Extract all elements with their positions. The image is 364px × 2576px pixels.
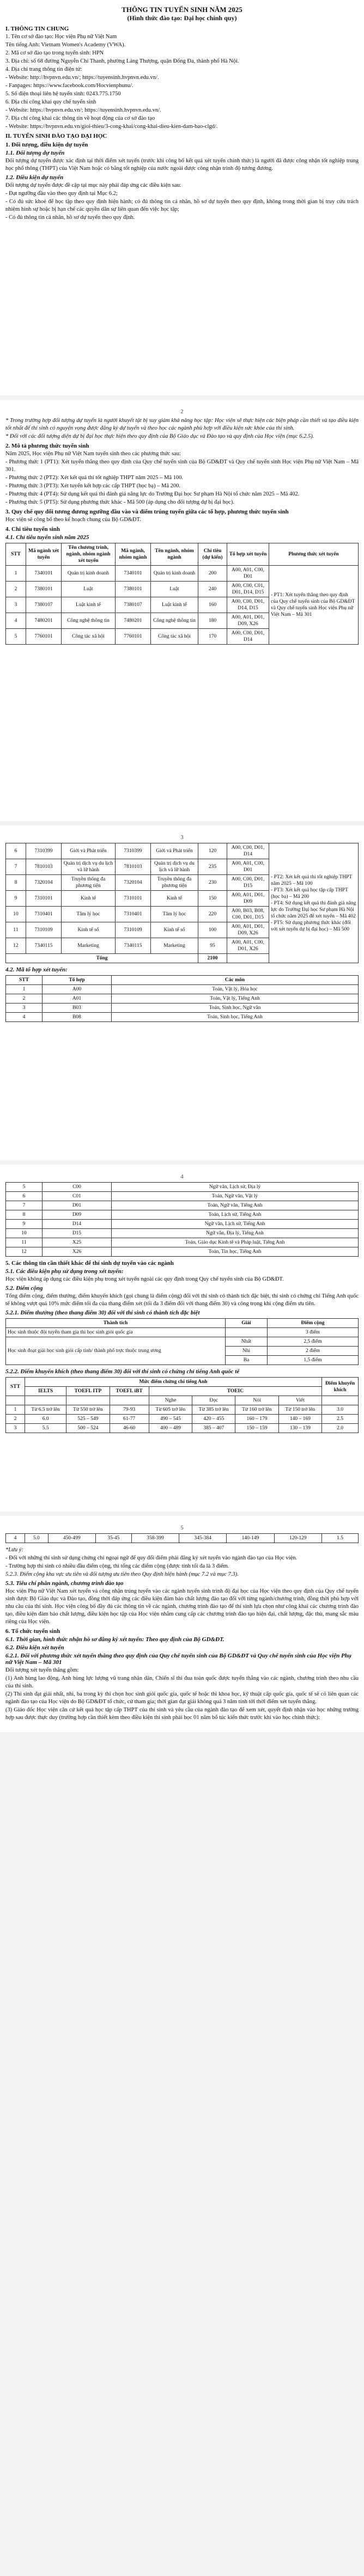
- cell: A01: [43, 994, 112, 1004]
- quota-table-continued: [5, 843, 359, 963]
- cell: 130 – 139: [278, 1424, 321, 1433]
- cell: 79-93: [110, 1405, 149, 1415]
- cell: 7380107: [116, 597, 151, 613]
- total-value: 2100: [198, 954, 227, 963]
- col-header: Thành tích: [6, 1319, 226, 1328]
- col-header: Tổ hợp xét tuyển: [227, 543, 269, 566]
- cell: Marketing: [62, 938, 116, 954]
- cell: Quản trị dịch vụ du lịch và lữ hành: [62, 859, 116, 875]
- page-5: [0, 1516, 364, 1732]
- cell: 2: [6, 994, 43, 1004]
- col-header: Các môn: [112, 976, 359, 985]
- page-number: 5: [180, 1525, 184, 1531]
- combo-table: [5, 975, 359, 1022]
- cell: 7760101: [26, 629, 62, 645]
- cell: 230: [198, 875, 227, 891]
- table-row: [6, 985, 359, 994]
- cell: 7340101: [116, 566, 151, 582]
- table-row: [6, 1534, 359, 1543]
- table-row: [6, 843, 359, 859]
- doc-title: THÔNG TIN TUYỂN SINH NĂM 2025: [122, 5, 242, 14]
- cell: 5: [6, 1183, 43, 1192]
- cell: Luật: [62, 582, 116, 597]
- cell: 2.5: [322, 1415, 359, 1424]
- cell: 11: [6, 922, 26, 938]
- cell: A00, C00, D01, D14: [227, 843, 269, 859]
- cell: A00, A01, D01, D09: [227, 891, 269, 907]
- cell: Tâm lý học: [62, 907, 116, 922]
- website-link[interactable]: - Website: https://hvpnvn.edu.vn/gioi-thieu/3-cong-khai/cong-khai-dieu-kien-dam-bao-clgd/.: [5, 124, 218, 130]
- cell: Luật: [151, 582, 198, 597]
- cell: 6: [6, 843, 26, 859]
- subsection-heading: 5. Các thông tin cần thiết khác để thí sinh dự tuyển vào các ngành: [5, 1260, 174, 1266]
- cell: 6.0: [25, 1415, 66, 1424]
- cell: 235: [198, 859, 227, 875]
- cell: 5: [6, 629, 26, 645]
- paragraph: Học viện sẽ công bố theo kế hoạch chung của Bộ GD&ĐT.: [5, 517, 141, 523]
- cell: 3: [6, 1424, 25, 1433]
- list-item: (3) Giáo đốc Học viện căn cứ kết quả học tập cấp THPT của thí sinh và yêu cầu của ngành đào tạo để xem xét, quyết định nhận vào học những trường hợp sau được thực duy (trường hợp cần thiết kèm theo điều kiện thí sinh phải học 01 năm bổ túc kiến thức trước khi vào học chính thức):: [5, 1707, 359, 1721]
- subsection-heading: 5.1. Các điều kiện phụ sử dụng trong xét tuyển:: [5, 1268, 124, 1275]
- subsection-heading: 1. Đối tượng, điều kiện dự tuyển: [5, 142, 88, 148]
- cell: 8: [6, 1210, 43, 1220]
- cell: 7: [6, 1201, 43, 1210]
- cell: Toán, Vật lý, Tiếng Anh: [112, 994, 359, 1004]
- cell: Truyền thông đa phương tiện: [151, 875, 198, 891]
- cell: Quản trị kinh doanh: [62, 566, 116, 582]
- cell: X25: [43, 1238, 112, 1247]
- cell: 2: [6, 1415, 25, 1424]
- cell: Quản trị kinh doanh: [151, 566, 198, 582]
- paragraph: Đối tượng xét tuyển thẳng gồm:: [5, 1667, 79, 1673]
- cell: 7340115: [26, 938, 62, 954]
- col-header: STT: [6, 1378, 25, 1396]
- fanpage-link[interactable]: - Fanpages: https://www.facebook.com/Hocvienphunu/.: [5, 83, 134, 89]
- table-row: [6, 1405, 359, 1415]
- cell: 150 – 159: [235, 1424, 278, 1433]
- info-line: 2. Mã cơ sở đào tạo trong tuyển sinh: HPN: [5, 50, 104, 56]
- note: * Đối với các đối tượng diện dự bị đại học thực hiện theo quy định của Bộ Giáo dục và Đào tạo và quy định của Học viện (mục 6.2.5).: [5, 433, 314, 439]
- cell: 7380101: [116, 582, 151, 597]
- list-item: (1) Anh hùng lao động, Anh hùng lực lượng vũ trang nhân dân, Chiến sĩ thi đua toàn quốc được tuyển thẳng vào các ngành, chương trình theo nhu cầu của thí sinh.: [5, 1675, 359, 1689]
- page-4: [0, 1165, 364, 1512]
- cell: Viết: [278, 1396, 321, 1405]
- cell: 490 – 545: [149, 1415, 192, 1424]
- cell: 400 – 489: [149, 1424, 192, 1433]
- cell: 220: [198, 907, 227, 922]
- cell: Truyền thông đa phương tiện: [62, 875, 116, 891]
- subsection-heading: 6. Tổ chức tuyển sinh: [5, 1628, 60, 1635]
- cell: 8: [6, 875, 26, 891]
- paragraph: Tổng điểm cộng, điểm thưởng, điểm khuyến khích (gọi chung là điểm cộng) đối với thí sinh có thành tích đặc biệt, thí sinh có chứng chỉ Tiếng Anh quốc tế không vượt quá 10% mức điểm tối đa của thang điểm xét (tối đa 3 điểm đối với thang điểm 30) và công trọng khi cộng điểm ưu tiên.: [5, 1293, 359, 1307]
- subsection-heading: 6.2.1. Đối với phương thức xét tuyển thẳng theo quy định của Quy chế tuyển sinh của Bộ GD&ĐT và Quy chế tuyển sinh của Học viện Phụ nữ Việt Nam – Mã 301: [5, 1653, 351, 1666]
- method-item: - Phương thức 1 (PT1): Xét tuyển thẳng theo quy định của Quy chế tuyển sinh của Bộ GD&ĐT và Quy chế tuyển sinh Học viện Phụ nữ Việt Nam – Mã 301.: [5, 459, 359, 473]
- method-item: - Phương thức 3 (PT3): Xét tuyển kết hợp các cấp THPT (học bạ) – Mã 200.: [5, 483, 180, 489]
- col-header: Phương thức xét tuyển: [269, 543, 359, 566]
- cell: Ngữ văn, Địa lý, Tiếng Anh: [112, 1229, 359, 1238]
- cell: B03: [43, 1004, 112, 1013]
- table-row: [6, 1220, 359, 1229]
- website-link[interactable]: - Website: http://hvpnvn.edu.vn/; https://tuyensinh.hvpnvn.edu.vn/.: [5, 75, 159, 81]
- cell: Marketing: [151, 938, 198, 954]
- cell: 7310109: [26, 922, 62, 938]
- paragraph: - Đạt ngưỡng đầu vào theo quy định tại Mục 6.2;: [5, 191, 118, 197]
- subsection-heading: 6.1. Thời gian, hình thức nhận hồ sơ đăng ký xét tuyển: Theo quy định của Bộ GD&ĐT.: [5, 1636, 225, 1643]
- cell: D15: [43, 1229, 112, 1238]
- cell: 385 – 407: [192, 1424, 235, 1433]
- cell: 7340115: [116, 938, 151, 954]
- table-row: [6, 566, 359, 582]
- total-label: Tổng: [6, 954, 198, 963]
- cell: Nhất: [226, 1337, 268, 1347]
- subsection-heading: 2. Mô tả phương thức tuyển sinh: [5, 443, 89, 449]
- subsection-heading: 1.2. Điều kiện dự tuyển: [5, 174, 64, 181]
- cell: 345-384: [179, 1534, 227, 1543]
- methods-cell: [269, 843, 359, 963]
- cell: Kinh tế số: [62, 922, 116, 938]
- cell: 1: [6, 1405, 25, 1415]
- cell: Công nghệ thông tin: [151, 613, 198, 629]
- cell: 4: [6, 613, 26, 629]
- cell: 3 điểm: [268, 1328, 359, 1337]
- cell: 11: [6, 1238, 43, 1247]
- cell: Từ 605 trở lên: [149, 1405, 192, 1415]
- paragraph: Đối tượng dự tuyển được xác định tại thời điểm xét tuyển (trước khi công bố kết quả xét tuyển chính thức) là người đã được công nhận tốt nghiệp trung học phổ thông (THPT) của Việt Nam hoặc có bằng tốt nghiệp của nước ngoài được công nhận trình độ tương đương.: [5, 158, 359, 172]
- cell: Từ 150 trở lên: [278, 1405, 321, 1415]
- cell: Nghe: [149, 1396, 192, 1405]
- cell: Kinh tế số: [151, 922, 198, 938]
- cell: 7320104: [116, 875, 151, 891]
- subsection-heading: 5.3. Tiêu chí phân ngành, chương trình đào tạo: [5, 1580, 124, 1587]
- cell: 35-45: [95, 1534, 131, 1543]
- cell: 2,5 điểm: [268, 1337, 359, 1347]
- cell: 61-77: [110, 1415, 149, 1424]
- cell: Nhì: [226, 1347, 268, 1356]
- cell: Giới và Phát triển: [151, 843, 198, 859]
- paragraph: - Có đủ thông tin cá nhân, hồ sơ dự tuyển theo quy định.: [5, 215, 135, 221]
- cell: A00, B03, B08, C00, D01, D15: [227, 907, 269, 922]
- cell: A00, C00, D01, D14: [227, 629, 269, 645]
- cell: Tâm lý học: [151, 907, 198, 922]
- subsection-heading: 5.2.2. Điểm khuyến khích (theo thang điểm 30) đối với thí sinh có chứng chỉ tiếng Anh quốc tế: [5, 1368, 240, 1375]
- cell: 3: [6, 597, 26, 613]
- cell: Ngữ văn, Lịch sử, Tiếng Anh: [112, 1220, 359, 1229]
- cell: Toán, Ngữ văn, Vật lý: [112, 1192, 359, 1201]
- col-header: Tên ngành, nhóm ngành: [151, 543, 198, 566]
- cell: 420 – 455: [192, 1415, 235, 1424]
- method-item: - Phương thức 5 (PT5): Sử dụng phương thức khác - Mã 500 (áp dụng cho đối tượng dự bị đại học).: [5, 499, 234, 505]
- cell: Từ 6.5 trở lên: [25, 1405, 66, 1415]
- cell: A00, C00, C01, D01, D14, D15: [227, 582, 269, 597]
- cell: [226, 1328, 268, 1337]
- note: - Đối với những thí sinh sử dụng chứng chỉ ngoại ngữ để quy đổi điểm phải đăng ký xét tuyển vào ngành đào tạo của Học viện.: [5, 1555, 298, 1561]
- cell: 200: [198, 566, 227, 582]
- ielts-table: [5, 1377, 359, 1433]
- cell: Toán, Sinh học, Tiếng Anh: [112, 1013, 359, 1022]
- cell: 7310399: [116, 843, 151, 859]
- cell: 100: [198, 922, 227, 938]
- section-heading: I. THÔNG TIN CHUNG: [5, 26, 69, 32]
- cell: 7: [6, 859, 26, 875]
- cell: 120: [198, 843, 227, 859]
- cell: 5.5: [25, 1424, 66, 1433]
- cell: Ngữ văn, Lịch sử, Địa lý: [112, 1183, 359, 1192]
- subsection-heading: 5.2.1. Điểm thưởng (theo thang điểm 30) đối với thí sinh có thành tích đặc biệt: [5, 1310, 200, 1316]
- paragraph: Năm 2025, Học viện Phụ nữ Việt Nam tuyển sinh theo các phương thức sau:: [5, 451, 181, 457]
- note: * Trong trường hợp đối tượng dự tuyển là người khuyết tật bị suy giảm khả năng học tập: Học viện sẽ thực hiện các biện pháp cần thiết và tạo điều kiện tốt nhất để thí sinh có nguyện vọng được đăng ký dự tuyển và theo học các ngành phù hợp với điều kiện sức khỏe của thí sinh.: [5, 418, 359, 431]
- subsection-heading: 6.2. Điều kiện xét tuyển: [5, 1644, 64, 1651]
- info-line: 5. Số điện thoại liên hệ tuyển sinh: 0243.775.1750: [5, 91, 121, 97]
- cell: 160 – 179: [235, 1415, 278, 1424]
- col-header: STT: [6, 543, 26, 566]
- subsection-heading: 5.2. Điểm cộng: [5, 1285, 43, 1292]
- cell: 6: [6, 1192, 43, 1201]
- cell: 2.0: [322, 1424, 359, 1433]
- cell: Toán, Lịch sử, Tiếng Anh: [112, 1210, 359, 1220]
- method-item: - PT5: Sử dụng phương thức khác (đối với xét tuyển dự bị đại học) – Mã 500: [271, 920, 351, 932]
- table-row: [6, 1247, 359, 1257]
- cell: Ba: [226, 1356, 268, 1365]
- subsection-heading: 1.1. Đối tượng dự tuyển: [5, 150, 65, 156]
- paragraph: Đối tượng dự tuyển được đề cập tại mục này phải đáp ứng các điều kiện sau:: [5, 182, 181, 188]
- cell: 500 – 524: [66, 1424, 110, 1433]
- cell: Kinh tế: [151, 891, 198, 907]
- col-header: TOEFL ITP: [66, 1387, 110, 1396]
- cell: A00, A01, D01, D09, X26: [227, 922, 269, 938]
- table-row: [6, 1201, 359, 1210]
- cell: 450-499: [48, 1534, 95, 1543]
- col-header: TOEIC: [149, 1387, 321, 1396]
- cell: Học sinh thuộc đội tuyển tham gia thi học sinh giỏi quốc gia: [6, 1328, 226, 1337]
- cell: 1: [6, 566, 26, 582]
- cell: 7380101: [26, 582, 62, 597]
- cell: Nói: [235, 1396, 278, 1405]
- cell: Toán, Ngữ văn, Tiếng Anh: [112, 1201, 359, 1210]
- cell: A00: [43, 985, 112, 994]
- col-header: TOEFL iBT: [110, 1387, 149, 1396]
- table-row: [6, 1396, 359, 1405]
- cell: Toán, Giáo dục Kinh tế và Pháp luật, Tiếng Anh: [112, 1238, 359, 1247]
- cell: - PT1: Xét tuyển thẳng theo quy định của Quy chế tuyển sinh của Bộ GD&ĐT và Quy chế tuyển sinh Học viện Phụ nữ Việt Nam – Mã 301: [269, 566, 359, 645]
- cell: Toán, Sinh học, Ngữ văn: [112, 1004, 359, 1013]
- cell: 358-399: [131, 1534, 179, 1543]
- cell: 150: [198, 891, 227, 907]
- cell: 1.5: [322, 1534, 359, 1543]
- cell: A00, A01, C00, D01: [227, 859, 269, 875]
- subsection-heading: 3. Quy chế quy đổi tương đương ngưỡng đầu vào và điểm trúng tuyển giữa các tổ hợp, phương thức tuyển sinh: [5, 509, 289, 515]
- cell: 12: [6, 938, 26, 954]
- cell: 95: [198, 938, 227, 954]
- info-line: 1. Tên cơ sở đào tạo: Học viện Phụ nữ Việt Nam: [5, 34, 117, 40]
- cell: 240: [198, 582, 227, 597]
- method-item: - PT3: Xét kết quả học tập cấp THPT (học bạ) – Mã 200: [271, 887, 348, 900]
- paragraph: Học viện Phụ nữ Việt Nam xét tuyển và công nhận trúng tuyển vào các ngành tuyển sinh trình độ đại học của Học viện theo quy định của Quy chế tuyển sinh được Bộ Giáo dục và Đào tạo, đồng thời đáp ứng các điều kiện đảm bảo chất lượng đào tạo đối với từng ngành/chương trình, đồng thời phù hợp với nhu cầu của thí sinh. Học viện công bố đầy đủ các thông tin về các ngành, chương trình đào tạo để thí sinh lựa chọn như công khai các chương trình đào tạo, điều kiện đảm bảo chất lượng, điều kiện học tập của Học viện nhằm cung cấp các chương trình đào tạo hiện đại, chất lượng, đặc thù, mang sắc màu riêng của Học viện.: [5, 1588, 359, 1625]
- cell: 5.0: [25, 1534, 48, 1543]
- cell: C01: [43, 1192, 112, 1201]
- cell: 2 điểm: [268, 1347, 359, 1356]
- note: 5.2.3. Điểm cộng khu vực ưu tiên và đối tượng ưu tiên theo Quy định hiện hành (mục 7.2 và mục 7.3).: [5, 1571, 239, 1577]
- col-header: Tổ hợp: [43, 976, 112, 985]
- cell: 180: [198, 613, 227, 629]
- table-row: [6, 1004, 359, 1013]
- table-row: [6, 1210, 359, 1220]
- cell: A00, C00, D01, D15: [227, 875, 269, 891]
- list-item: (2) Thí sinh đạt giải nhất, nhì, ba trong kỳ thi chọn học sinh giỏi quốc gia, quốc tế hoặc thi khoa học, kỹ thuật cấp quốc gia, quốc tế sẽ có liên quan các ngành đào tạo của Học viện do Bộ GD&ĐT tổ chức, cử tham gia; thời gian đạt giải không quá 3 năm tính tới thời điểm xét tuyển thẳng.: [5, 1691, 359, 1705]
- cell: 9: [6, 1220, 43, 1229]
- method-item: - PT2: Xét kết quả thi tốt nghiệp THPT năm 2025 – Mã 100: [271, 874, 352, 886]
- cell: Luật kinh tế: [151, 597, 198, 613]
- cell: 7310399: [26, 843, 62, 859]
- cell: D14: [43, 1220, 112, 1229]
- cell: 7480201: [26, 613, 62, 629]
- cell: 140 – 169: [278, 1415, 321, 1424]
- cell: 120-129: [274, 1534, 321, 1543]
- table-row: [6, 1013, 359, 1022]
- cell: 160: [198, 597, 227, 613]
- subsection-heading: 4.1. Chỉ tiêu tuyển sinh năm 2025: [5, 534, 89, 541]
- info-line: 7. Địa chỉ công khai các thông tin về hoạt động của cơ sở đào tạo: [5, 115, 155, 121]
- cell: C00: [43, 1183, 112, 1192]
- note: - Trường hợp thí sinh có nhiều đầu điểm cộng, thì tổng các điểm cộng (được tính tối đa là 3 điểm.: [5, 1563, 229, 1569]
- cell: Từ 550 trở lên: [66, 1405, 110, 1415]
- cell: X26: [43, 1247, 112, 1257]
- table-row: [6, 1192, 359, 1201]
- info-line: 4. Địa chỉ trang thông tin điện tử:: [5, 66, 82, 72]
- cell: Công nghệ thông tin: [62, 613, 116, 629]
- quota-table: [5, 543, 359, 645]
- cell: 2: [6, 582, 26, 597]
- cell: 7310109: [116, 922, 151, 938]
- cell: Công tác xã hội: [62, 629, 116, 645]
- col-header: Điểm khuyến khích: [322, 1378, 359, 1396]
- col-header: Mã ngành xét tuyển: [26, 543, 62, 566]
- cell: Quản trị dịch vụ du lịch và lữ hành: [151, 859, 198, 875]
- cell: Công tác xã hội: [151, 629, 198, 645]
- cell: 140-149: [227, 1534, 274, 1543]
- paragraph: Học viện không áp dụng các điều kiện phụ trong xét tuyển ngoài các quy định trong Quy chế tuyển sinh của Bộ GD&ĐT.: [5, 1276, 284, 1282]
- table-row: [6, 994, 359, 1004]
- cell: A00, A01, D01, D09, X26: [227, 613, 269, 629]
- cell: 7310401: [116, 907, 151, 922]
- cell: 1,5 điểm: [268, 1356, 359, 1365]
- cell: Toán, Vật lý, Hóa học: [112, 985, 359, 994]
- combo-table-continued: [5, 1182, 359, 1257]
- cell: B08: [43, 1013, 112, 1022]
- doc-subtitle: (Hình thức đào tạo: Đại học chính quy): [127, 14, 237, 22]
- cell: 12: [6, 1247, 43, 1257]
- cell: 7340101: [26, 566, 62, 582]
- cell: 3.0: [322, 1405, 359, 1415]
- col-header: Mức điểm chứng chỉ tiếng Anh: [25, 1378, 322, 1387]
- cell: 525 – 549: [66, 1415, 110, 1424]
- cell: D01: [43, 1201, 112, 1210]
- cell: 46-60: [110, 1424, 149, 1433]
- table-row: [6, 1183, 359, 1192]
- page-number: 2: [180, 408, 184, 415]
- cell: Học sinh đoạt giải học sinh giỏi cấp tỉnh/ thành phố trực thuộc trung ương: [6, 1337, 226, 1365]
- cell: 170: [198, 629, 227, 645]
- table-row: [6, 1337, 359, 1347]
- page-2: [0, 400, 364, 821]
- subsection-heading: 4. Chi tiêu tuyển sinh: [5, 526, 60, 533]
- page-number: 3: [180, 834, 184, 841]
- section-heading: II. TUYỂN SINH ĐÀO TẠO ĐẠI HỌC: [5, 133, 107, 139]
- col-header: Mã ngành, nhóm ngành: [116, 543, 151, 566]
- note: *Lưu ý:: [5, 1547, 23, 1553]
- table-row: [6, 1415, 359, 1424]
- cell: 7480201: [116, 613, 151, 629]
- cell: 7310101: [26, 891, 62, 907]
- cell: 7380107: [26, 597, 62, 613]
- page-number: 4: [180, 1173, 184, 1180]
- cell: D09: [43, 1210, 112, 1220]
- cell: Từ 385 trở lên: [192, 1405, 235, 1415]
- table-row: [6, 1424, 359, 1433]
- info-line: Tên tiếng Anh: Vietnam Women's Academy (VWA).: [5, 42, 126, 48]
- cell: Đọc: [192, 1396, 235, 1405]
- cell: 7760101: [116, 629, 151, 645]
- ielts-table-continued: [5, 1533, 359, 1543]
- col-header: Điểm cộng: [268, 1319, 359, 1328]
- col-header: IELTS: [25, 1387, 66, 1396]
- cell: Kinh tế: [62, 891, 116, 907]
- website-link[interactable]: - Website: https://hvpnvn.edu.vn/; https://tuyensinh.hvpnvn.edu.vn/.: [5, 107, 161, 113]
- cell: 7310101: [116, 891, 151, 907]
- info-line: 3. Địa chỉ: số 68 đường Nguyễn Chí Thanh, phường Láng Thượng, quận Đống Đa, thành phố Hà Nội.: [5, 58, 239, 64]
- table-row: [6, 1229, 359, 1238]
- paragraph: - Có đủ sức khoẻ để học tập theo quy định hiện hành; có đủ thông tin cá nhân, hồ sơ dự tuyển theo quy định, không trong thời gian bị truy cứu trách nhiệm hình sự hoặc bị hạn chế các quyền dân sự liên quan đến việc học tập;: [5, 199, 359, 212]
- cell: 4: [6, 1013, 43, 1022]
- bonus-table: [5, 1318, 359, 1365]
- cell: 10: [6, 907, 26, 922]
- col-header: Chỉ tiêu (dự kiến): [198, 543, 227, 566]
- cell: Luật kinh tế: [62, 597, 116, 613]
- page-1: [0, 0, 364, 395]
- page-3: [0, 825, 364, 1160]
- cell: A00, A01, C00, D01: [227, 566, 269, 582]
- cell: 7320104: [26, 875, 62, 891]
- method-item: - PT4: Sử dụng kết quả thi đánh giá năng lực do Trường Đại học Sư phạm Hà Nội tổ chức năm 2025 để xét tuyển – Mã 402: [271, 900, 356, 919]
- cell: 9: [6, 891, 26, 907]
- cell: 3: [6, 1004, 43, 1013]
- cell: 7810103: [116, 859, 151, 875]
- col-header: Tên chương trình, ngành, nhóm ngành xét tuyển: [62, 543, 116, 566]
- info-line: 6. Địa chỉ công khai quy chế tuyển sinh: [5, 99, 96, 105]
- method-item: - Phương thức 2 (PT2): Xét kết quả thi tốt nghiệp THPT năm 2025 – Mã 100.: [5, 475, 183, 481]
- cell: 4: [6, 1534, 25, 1543]
- subsection-heading: 4.2. Mã tổ hợp xét tuyển:: [5, 966, 68, 973]
- cell: Từ 160 trở lên: [235, 1405, 278, 1415]
- method-item: - Phương thức 4 (PT4): Sử dụng kết quả thi đánh giá năng lực do Trường Đại học Sư phạm Hà Nội tổ chức năm 2025 – Mã 402.: [5, 491, 300, 497]
- cell: 1: [6, 985, 43, 994]
- col-header: STT: [6, 976, 43, 985]
- cell: 10: [6, 1229, 43, 1238]
- cell: Toán, Tin học, Tiếng Anh: [112, 1247, 359, 1257]
- col-header: Giải: [226, 1319, 268, 1328]
- cell: 7810103: [26, 859, 62, 875]
- cell: A00, A01, C00, D01, X26: [227, 938, 269, 954]
- cell: 7310401: [26, 907, 62, 922]
- cell: A00, C00, D01, D14, D15: [227, 597, 269, 613]
- cell: [227, 954, 269, 963]
- table-row: [6, 1238, 359, 1247]
- cell: Giới và Phát triển: [62, 843, 116, 859]
- table-row: [6, 1328, 359, 1337]
